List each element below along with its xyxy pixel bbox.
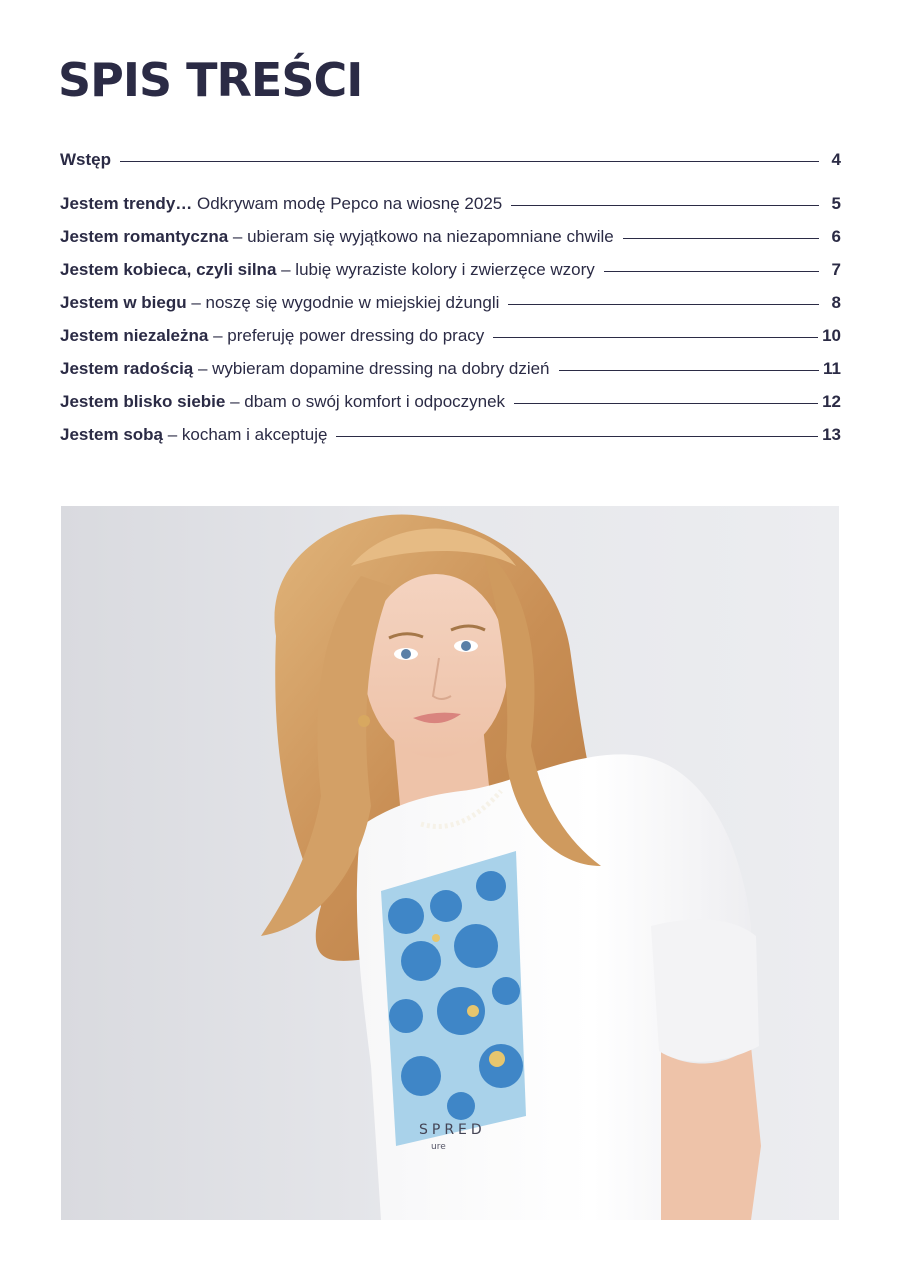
toc-leader-line [623, 238, 819, 239]
flower-1 [388, 898, 424, 934]
gold-dot-3 [432, 934, 440, 942]
toc-leader-line [120, 161, 819, 162]
flower-4 [401, 941, 441, 981]
toc-entry-subtitle: – lubię wyraziste kolory i zwierzęce wzory [276, 260, 595, 279]
sleeve-cuff [651, 919, 759, 1061]
toc-entry-on-the-go[interactable] [60, 293, 841, 326]
flower-9 [401, 1056, 441, 1096]
toc-entry-title [60, 326, 484, 346]
toc-page-number: 5 [831, 194, 841, 213]
earring [358, 715, 370, 727]
toc-entry-title [60, 227, 614, 247]
toc-entry-subtitle: – kocham i akceptuję [163, 425, 328, 444]
page-title: SPIS TREŚCI [58, 53, 363, 107]
toc-entry-subtitle: – dbam o swój komfort i odpoczynek [225, 392, 506, 411]
toc-entry-trendy[interactable] [60, 194, 841, 227]
toc-page-number: 4 [831, 150, 841, 169]
toc-page-number: 11 [823, 359, 841, 378]
toc-page-number: 7 [831, 260, 841, 279]
toc-leader-line [604, 271, 819, 272]
gold-dot-2 [489, 1051, 505, 1067]
toc-leader-line [511, 205, 819, 206]
shirt-print-subtext: ure [431, 1142, 446, 1152]
face [364, 574, 508, 758]
toc-entry-title [60, 194, 502, 214]
toc-entry-bold-title: Jestem blisko siebie [60, 392, 226, 411]
toc-entry-title [60, 293, 499, 313]
gold-dot-1 [467, 1005, 479, 1017]
right-iris [461, 641, 471, 651]
toc-entry-bold-title: Wstęp [60, 150, 111, 169]
toc-page-number: 12 [822, 392, 841, 411]
toc-page-number: 6 [831, 227, 841, 246]
arm [661, 1046, 761, 1220]
flower-11 [447, 1092, 475, 1120]
toc-entry-bold-title: Jestem niezależna [60, 326, 209, 345]
model-photo [61, 506, 839, 1220]
flower-6 [389, 999, 423, 1033]
toc-entry-close-to-myself[interactable] [60, 392, 841, 425]
toc-entry-title [60, 425, 327, 445]
toc-entry-subtitle: – preferuję power dressing do pracy [208, 326, 485, 345]
toc-page-number: 13 [822, 425, 841, 444]
toc-entry-title [60, 359, 550, 379]
table-of-contents [60, 150, 841, 458]
toc-entry-title [60, 392, 505, 412]
toc-entry-subtitle: Odkrywam modę Pepco na wiosnę 2025 [192, 194, 503, 213]
toc-entry-subtitle: – wybieram dopamine dressing na dobry dzień [193, 359, 550, 378]
toc-entry-subtitle: – ubieram się wyjątkowo na niezapomniane chwile [228, 227, 614, 246]
toc-entry-independent[interactable] [60, 326, 841, 359]
flower-8 [492, 977, 520, 1005]
toc-entry-bold-title: Jestem trendy… [60, 194, 193, 213]
left-iris [401, 649, 411, 659]
toc-leader-line [508, 304, 819, 305]
model-illustration [61, 506, 839, 1220]
toc-entry-title [60, 260, 595, 280]
toc-entry-bold-title: Jestem sobą [60, 425, 163, 444]
toc-leader-line [559, 370, 819, 371]
flower-5 [454, 924, 498, 968]
toc-entry-myself[interactable] [60, 425, 841, 458]
flower-10 [479, 1044, 523, 1088]
toc-page-number: 8 [831, 293, 841, 312]
shirt-print [381, 851, 526, 1146]
toc-leader-line [514, 403, 818, 404]
toc-entry-feminine[interactable] [60, 260, 841, 293]
toc-entry-title [60, 150, 111, 170]
toc-entry-romantic[interactable] [60, 227, 841, 260]
toc-entry-bold-title: Jestem kobieca, czyli silna [60, 260, 277, 279]
toc-entry-subtitle: – noszę się wygodnie w miejskiej dżungli [186, 293, 500, 312]
toc-entry-intro[interactable] [60, 150, 841, 194]
shirt-print-text: SPRED [419, 1122, 486, 1138]
toc-entry-bold-title: Jestem w biegu [60, 293, 187, 312]
flower-2 [430, 890, 462, 922]
toc-entry-bold-title: Jestem romantyczna [60, 227, 229, 246]
toc-leader-line [493, 337, 818, 338]
toc-leader-line [336, 436, 818, 437]
flower-3 [476, 871, 506, 901]
toc-page-number: 10 [822, 326, 841, 345]
toc-entry-joy[interactable] [60, 359, 841, 392]
toc-entry-bold-title: Jestem radością [60, 359, 194, 378]
